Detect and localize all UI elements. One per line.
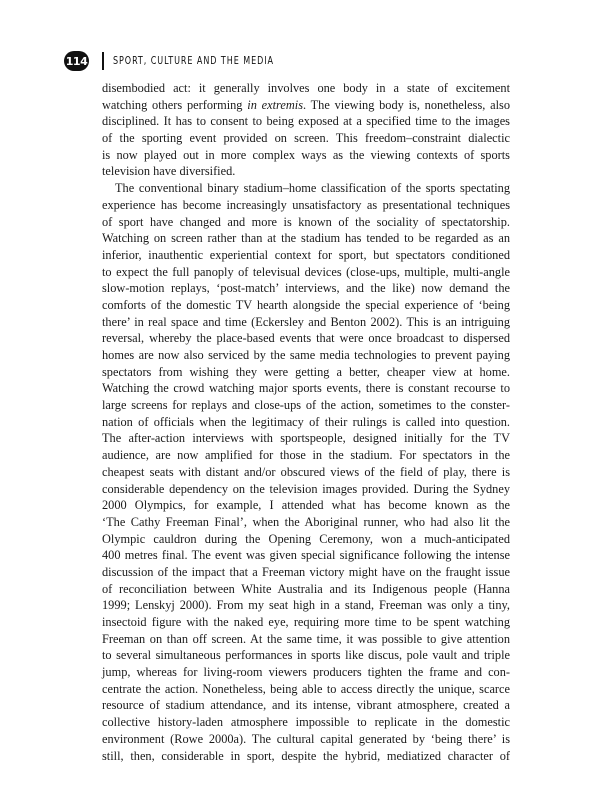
paragraph	[102, 180, 510, 764]
text-line	[102, 380, 510, 397]
text-run: 1999; Lenskyj 2000). From my seat high in a stand, Freeman was only a tiny,	[102, 598, 510, 613]
page-number: 114	[64, 51, 89, 71]
text-line	[102, 330, 510, 347]
text-line	[102, 147, 510, 164]
text-run: disembodied act: it generally involves one body in a state of excitement	[102, 81, 510, 95]
text-line	[102, 497, 510, 514]
text-line	[102, 197, 510, 214]
text-line	[102, 681, 510, 698]
text-line	[102, 180, 510, 197]
text-run: disciplined. It has to consent to being exposed at a specified time to the images	[102, 114, 510, 129]
text-line	[102, 647, 510, 664]
text-line	[102, 80, 510, 97]
text-line	[102, 247, 510, 264]
text-line	[102, 113, 510, 130]
text-line	[102, 714, 510, 731]
text-run: . The viewing body is, nonetheless, also	[303, 97, 511, 112]
text-line	[102, 547, 510, 564]
text-run: comforts of the domestic TV hearth alongside the special experience of ‘being	[102, 297, 510, 312]
text-run: is now played out in more complex ways as the viewing contexts of sports	[102, 147, 510, 162]
text-run: still, then, considerable in sport, despite the hybrid, mediatized character of	[102, 748, 510, 763]
text-line	[102, 97, 510, 114]
text-run: slow-motion replays, ‘post-match’ interviews, and the like) now demand the	[102, 281, 510, 296]
text-line	[102, 748, 510, 765]
text-run: collective history-laden atmosphere impossible to replicate in the domestic	[102, 715, 510, 730]
text-run: of reconciliation between White Australia and its Indigenous people (Hanna	[102, 581, 510, 596]
text-run: television have diversified.	[102, 164, 236, 179]
text-line	[102, 664, 510, 681]
text-run: discussion of the impact that a Freeman victory might have on the fraught issue	[102, 564, 510, 579]
text-run: 400 metres final. The event was given special significance following the intense	[102, 548, 510, 563]
text-line	[102, 130, 510, 147]
text-run: The after-action interviews with sportspeople, designed initially for the TV	[102, 431, 510, 446]
text-run: jump, whereas for living-room viewers producers tighten the frame and con-	[102, 665, 510, 680]
text-run: Olympic cauldron during the Opening Ceremony, won a much-anticipated	[102, 531, 510, 546]
text-line	[102, 481, 510, 498]
text-run: to expect the full panoply of televisual devices (close-ups, multiple, multi-angle	[102, 264, 510, 279]
text-run: environment (Rowe 2000a). The cultural capital generated by ‘being there’ is	[102, 731, 510, 746]
text-run: experience has become increasingly unsatisfactory as presentational techniques	[102, 197, 510, 212]
text-run: of sport have changed and more is known of the sociality of spectatorship.	[102, 214, 510, 229]
body-text	[102, 80, 510, 764]
text-run: cheapest seats with distant and/or obscured views of the field of play, there is	[102, 464, 510, 479]
text-run: watching others performing	[102, 97, 248, 112]
text-run: large screens for replays and close-ups of the action, sometimes to the conster-	[102, 398, 510, 413]
text-run: Freeman on than off screen. At the same time, it was possible to give attention	[102, 631, 510, 646]
text-run: Watching the crowd watching major sports events, there is constant recourse to	[102, 381, 510, 396]
text-run: 2000 Olympics, for example, I attended what has become known as the	[102, 498, 510, 513]
running-head: SPORT, CULTURE AND THE MEDIA	[113, 55, 274, 67]
text-run: spectators from wishing they were getting a better, cheaper view at home.	[102, 364, 510, 379]
text-run: of the sporting event provided on screen. This freedom–constraint dialectic	[102, 131, 510, 146]
text-line	[102, 347, 510, 364]
text-line	[102, 314, 510, 331]
text-run: resource of stadium attendance, and its intense, vibrant atmosphere, created a	[102, 698, 510, 713]
header-divider	[102, 52, 104, 70]
page-header	[64, 50, 302, 72]
text-line	[102, 264, 510, 281]
text-line	[102, 531, 510, 548]
paragraph	[102, 80, 510, 180]
text-line	[102, 514, 510, 531]
text-run: insectoid figure with the naked eye, requiring more time to be spent watching	[102, 615, 510, 629]
text-line	[102, 397, 510, 414]
text-line	[102, 731, 510, 748]
text-run: considerable dependency on the television images provided. During the Sydney	[102, 481, 510, 496]
text-line	[102, 614, 510, 631]
text-line	[102, 464, 510, 481]
text-line	[102, 564, 510, 581]
text-line	[102, 163, 510, 180]
text-line	[102, 297, 510, 314]
text-run: nation of officials when the legitimacy of their rulings is called into question.	[102, 414, 510, 429]
text-run: audience, are now amplified for those in the stadium. For spectators in the	[102, 448, 510, 463]
text-run: The conventional binary stadium–home classification of the sports spectating	[115, 181, 510, 196]
text-run: ‘The Cathy Freeman Final’, when the Aboriginal runner, who had also lit the	[102, 514, 510, 529]
text-line	[102, 447, 510, 464]
emphasis-text: in extremis	[247, 97, 303, 112]
text-run: inferior, inauthentic experiential context for sport, but spectators conditioned	[102, 247, 510, 262]
text-line	[102, 214, 510, 231]
text-run: reversal, whereby the place-based events that were once broadcast to dispersed	[102, 331, 510, 346]
text-line	[102, 430, 510, 447]
text-run: centrate the action. Nonetheless, being able to access directly the unique, scarce	[102, 681, 510, 696]
text-line	[102, 597, 510, 614]
text-run: Watching on screen rather than at the stadium has tended to be regarded as an	[102, 231, 510, 246]
text-run: to several simultaneous performances in sports like discus, pole vault and triple	[102, 648, 510, 663]
text-run: there’ in real space and time (Eckersley and Benton 2002). This is an intriguing	[102, 314, 510, 329]
text-line	[102, 280, 510, 297]
text-line	[102, 631, 510, 648]
text-line	[102, 364, 510, 381]
text-line	[102, 697, 510, 714]
text-line	[102, 230, 510, 247]
text-line	[102, 581, 510, 598]
text-line	[102, 414, 510, 431]
text-run: homes are now also serviced by the same media technologies to prevent paying	[102, 348, 510, 362]
